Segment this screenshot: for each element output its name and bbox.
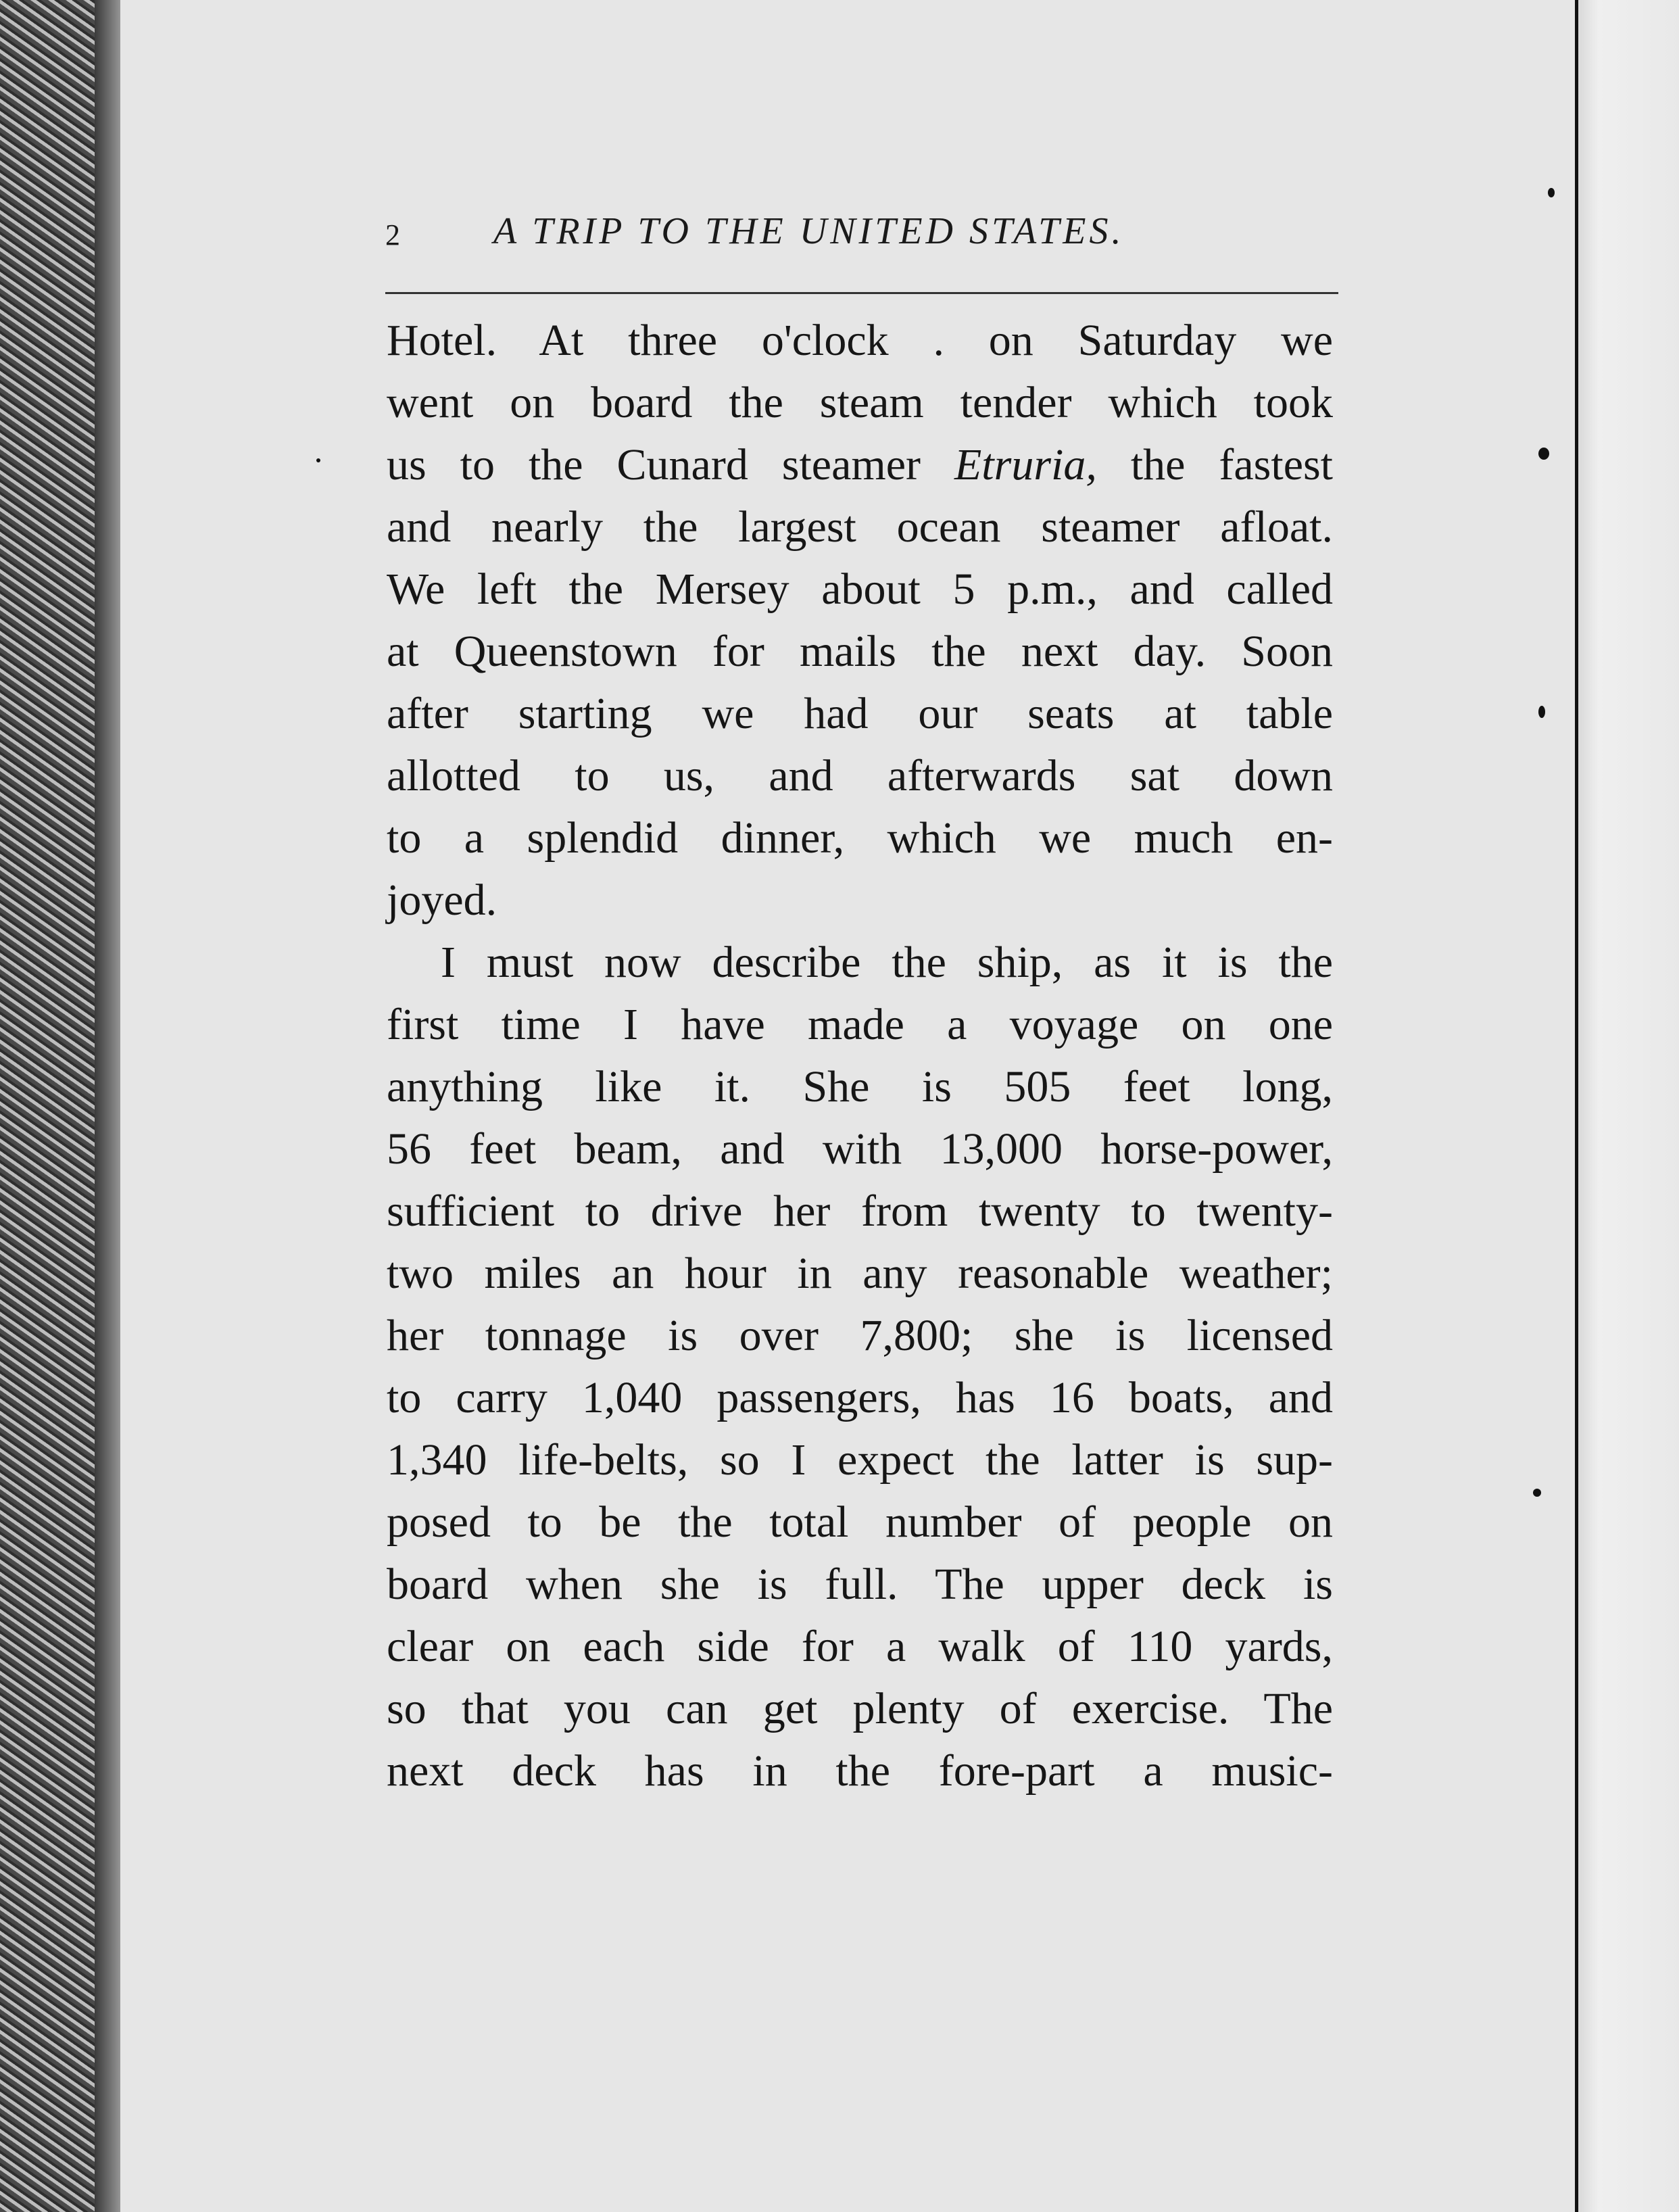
scan-speck — [1538, 706, 1545, 718]
scan-speck — [1533, 1489, 1541, 1497]
text-line: and nearly the largest ocean steamer afloat. — [387, 502, 1333, 552]
body-text — [387, 310, 1333, 1802]
ship-name: Etruria, — [954, 440, 1097, 489]
text-line: to a splendid dinner, which we much en- — [387, 813, 1333, 863]
scan-speck — [316, 458, 320, 462]
text-line: 56 feet beam, and with 13,000 horse-power, — [387, 1124, 1333, 1174]
page-number: 2 — [385, 218, 400, 251]
paragraph-1 — [387, 310, 1333, 932]
paragraph-2 — [387, 932, 1333, 1802]
text-line: posed to be the total number of people on — [387, 1497, 1333, 1547]
text-line: joyed. — [387, 875, 497, 925]
text-line: two miles an hour in any reasonable weather; — [387, 1249, 1333, 1298]
text-line-with-ship-name — [387, 434, 1333, 496]
text-line: her tonnage is over 7,800; she is licensed — [387, 1311, 1333, 1360]
text-line: clear on each side for a walk of 110 yards, — [387, 1622, 1333, 1671]
text-line: 1,340 life-belts, so I expect the latter is sup- — [387, 1435, 1333, 1485]
text-line: so that you can get plenty of exercise. The — [387, 1684, 1333, 1733]
text-line: Hotel. At three o'clock . on Saturday we — [387, 316, 1333, 365]
scan-speck — [1538, 448, 1549, 460]
page-header — [385, 203, 1338, 270]
text-line: next deck has in the fore-part a music- — [387, 1746, 1333, 1796]
text-line: allotted to us, and afterwards sat down — [387, 751, 1333, 800]
text-line: first time I have made a voyage on one — [387, 1000, 1333, 1049]
text-line: at Queenstown for mails the next day. Soon — [387, 627, 1333, 676]
text-line: board when she is full. The upper deck is — [387, 1560, 1333, 1609]
text-line: anything like it. She is 505 feet long, — [387, 1062, 1333, 1111]
text-line: We left the Mersey about 5 p.m., and called — [387, 564, 1333, 614]
text-line: after starting we had our seats at table — [387, 689, 1333, 738]
gutter-shadow — [95, 0, 122, 2212]
text-fragment: the fastest — [1130, 440, 1334, 489]
text-line: went on board the steam tender which took — [387, 378, 1333, 427]
facing-page-edge — [1575, 0, 1679, 2212]
header-rule — [385, 292, 1338, 294]
text-line: to carry 1,040 passengers, has 16 boats, and — [387, 1373, 1333, 1422]
text-line: I must now describe the ship, as it is the — [441, 938, 1333, 987]
text-fragment: us to the Cunard steamer — [387, 440, 921, 489]
text-line: sufficient to drive her from twenty to twenty- — [387, 1186, 1333, 1236]
running-head: A TRIP TO THE UNITED STATES. — [493, 210, 1125, 252]
scan-speck — [1548, 188, 1555, 197]
